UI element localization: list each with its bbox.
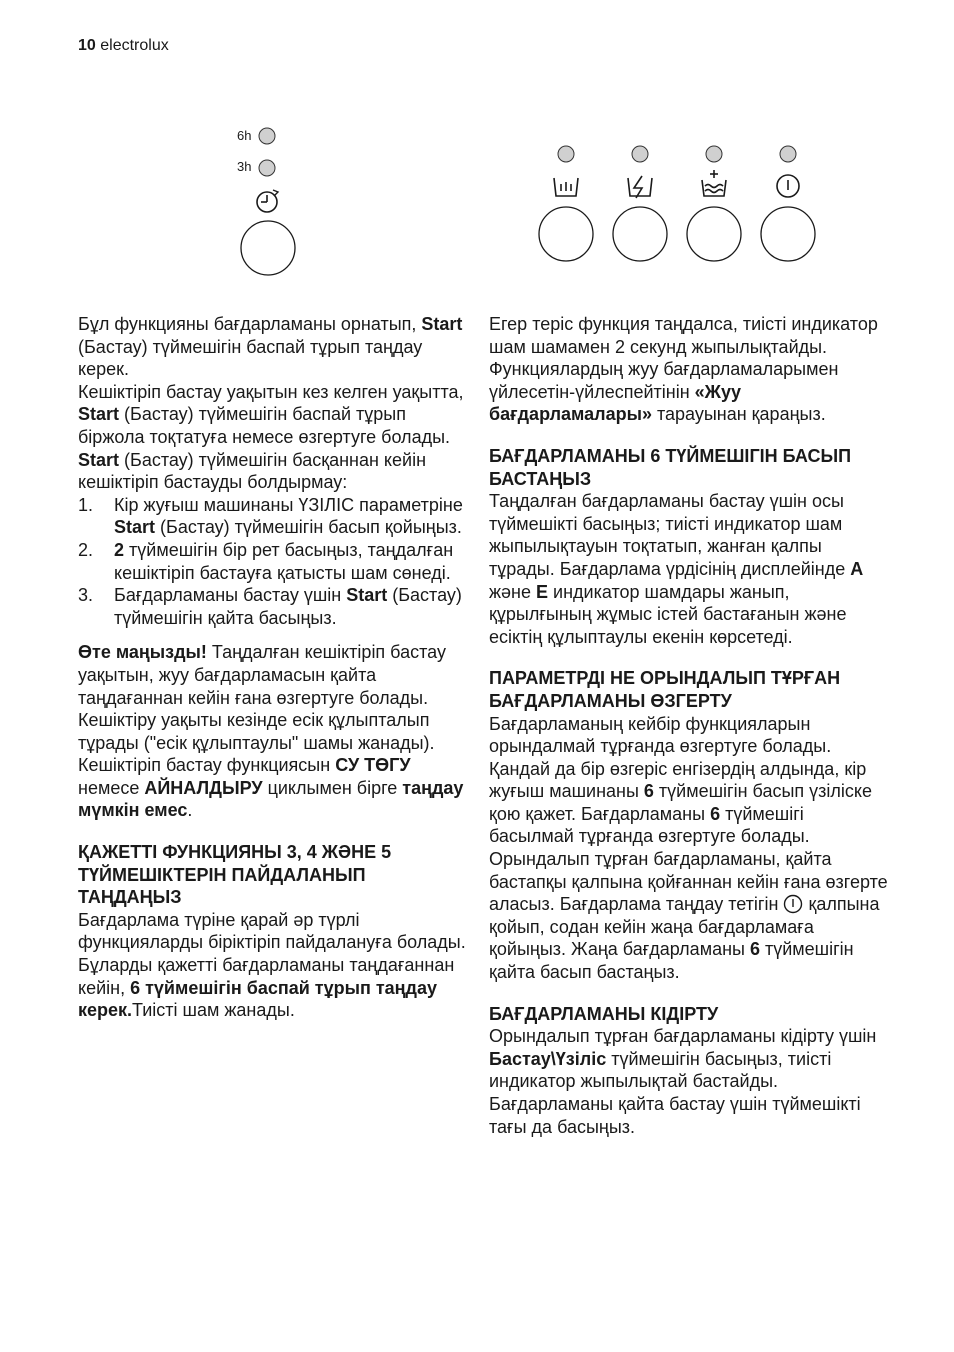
- page-number: 10: [78, 37, 96, 54]
- list-item: 1. Кір жуғыш машинаны ҮЗІЛІС параметріне Start (Бастау) түймешігін басып қойыңыз.: [78, 494, 463, 538]
- paragraph: Start (Бастау) түймешігін басқаннан кейін кешіктіріп бастауды болдырмау:: [78, 449, 427, 493]
- delay-start-button[interactable]: [241, 221, 295, 275]
- paragraph: Бұл функцияны бағдарламаны орнатып, Start (Бастау) түймешігін баспай тұрып таңдау керек.: [78, 314, 463, 380]
- prewash-indicator-light: [558, 146, 574, 162]
- delay-start-panel: [225, 120, 335, 290]
- options-illustration: [530, 140, 830, 270]
- section-heading: ҚАЖЕТТІ ФУНКЦИЯНЫ 3, 4 ЖӘНЕ 5 ТҮЙМЕШІКТЕРІН ПАЙДАЛАНЫП ТАҢДАҢЫЗ: [78, 842, 392, 908]
- delay-timer-icon: [257, 190, 278, 212]
- paragraph: Кешіктіріп бастау функциясын СУ ТӨГУ немесе АЙНАЛДЫРУ циклымен бірге таңдау мүмкін емес.: [78, 755, 464, 821]
- indicator-3h-light: [259, 160, 275, 176]
- steps-list: [78, 494, 474, 630]
- extra-rinse-indicator-light: [706, 146, 722, 162]
- extra-rinse-button[interactable]: [687, 207, 741, 261]
- indicator-6h-light: [259, 128, 275, 144]
- paragraph: Өте маңызды! Таңдалған кешіктіріп бастау уақытын, жуу бағдарламасын қайта таңдағаннан кейін ғана өзгертуге болады.: [78, 642, 446, 708]
- list-item: 2. 2 түймешігін бір рет басыңыз, таңдалған кешіктіріп бастауға қатысты шам сөнеді.: [78, 539, 454, 583]
- prewash-button[interactable]: [539, 207, 593, 261]
- paragraph: Таңдалған бағдарламаны бастау үшін осы түймешікті басыңыз; тиісті индикатор шам жыпылықтауын тоқтатып, жанған қалпы тұрады. Бағдарлама үрдісінің дисплейінде А және Е индикатор шамдары жанып, құрылғының жұмыс істей бастағанын және есіктің құлыптаулы екенін көрсетеді.: [489, 491, 864, 647]
- brand-name: electrolux: [100, 37, 169, 54]
- off-position-icon: [783, 894, 803, 914]
- stain-icon: [628, 176, 652, 198]
- paragraph: Кешіктіріп бастау уақытын кез келген уақытта, Start (Бастау) түймешігін баспай тұрып біржола тоқтатуға немесе өзгертуге болады.: [78, 381, 464, 447]
- prewash-icon: [554, 178, 578, 196]
- start-pause-icon: [777, 175, 799, 197]
- paragraph: Егер теріс функция таңдалса, тиісті индикатор шам шамамен 2 секунд жыпылықтайды. Функциялардың жуу бағдарламаларымен үйлесетін-үйлеспейтінін «Жуу бағдарламалары» тарауынан қараңыз.: [489, 314, 878, 425]
- page-header: [78, 37, 169, 55]
- list-item: 3. Бағдарламаны бастау үшін Start (Бастау) түймешігін қайта басыңыз.: [78, 585, 462, 628]
- start-pause-button[interactable]: [761, 207, 815, 261]
- stain-indicator-light: [632, 146, 648, 162]
- paragraph: Бағдарламаның кейбір функцияларын орындалмай тұрғанда өзгертуге болады.: [489, 713, 832, 757]
- label-6h: 6h: [237, 128, 252, 143]
- extra-rinse-icon: [702, 170, 726, 196]
- options-panel: [530, 140, 830, 270]
- label-3h: 3h: [237, 159, 252, 174]
- section-heading: БАҒДАРЛАМАНЫ КІДІРТУ: [489, 1003, 719, 1024]
- stain-button[interactable]: [613, 207, 667, 261]
- paragraph: Орындалып тұрған бағдарламаны кідірту үшін Бастау\Үзіліс түймешігін басыңыз, тиісті индикатор жыпылықтай бастайды. Бағдарламаны қайта бастау үшін түймешікті тағы да басыңыз.: [489, 1026, 877, 1137]
- left-column: [78, 313, 474, 1022]
- delay-start-illustration: [225, 120, 335, 290]
- paragraph: Бағдарлама түріне қарай әр түрлі функцияларды біріктіріп пайдалануға болады. Бұларды қажетті бағдарламаны таңдағаннан кейін, 6 түймешігін баспай тұрып таңдау керек.Тиісті шам жанады.: [78, 909, 466, 1021]
- paragraph: Қандай да бір өзгеріс енгізердің алдында, кір жуғыш машинаны 6 түймешігін басып үзіліске қою қажет. Бағдарламаны 6 түймешігі басылмай тұрғанда өзгертуге болады. Орындалып тұрған бағдарламаны, қайта бастапқы қалпына қойғаннан кейін ғана өзгерте аласыз. Бағдарлама таңдау тетігін қалпына қойып, содан кейін жаңа бағдарламаға қойыңыз. Жаңа бағдарламаны 6 түймешігін қайта басып бастаңыз.: [489, 758, 888, 983]
- section-heading: ПАРАМЕТРДІ НЕ ОРЫНДАЛЫП ТҰРҒАН БАҒДАРЛАМАНЫ ӨЗГЕРТУ: [489, 668, 841, 711]
- paragraph: Кешіктіру уақыты кезінде есік құлыпталып тұрады ("есік құлыптаулы" шамы жанады).: [78, 710, 435, 753]
- section-heading: БАҒДАРЛАМАНЫ 6 ТҮЙМЕШІГІН БАСЫП БАСТАҢЫЗ: [489, 445, 852, 489]
- right-column: [489, 313, 889, 1138]
- start-pause-indicator-light: [780, 146, 796, 162]
